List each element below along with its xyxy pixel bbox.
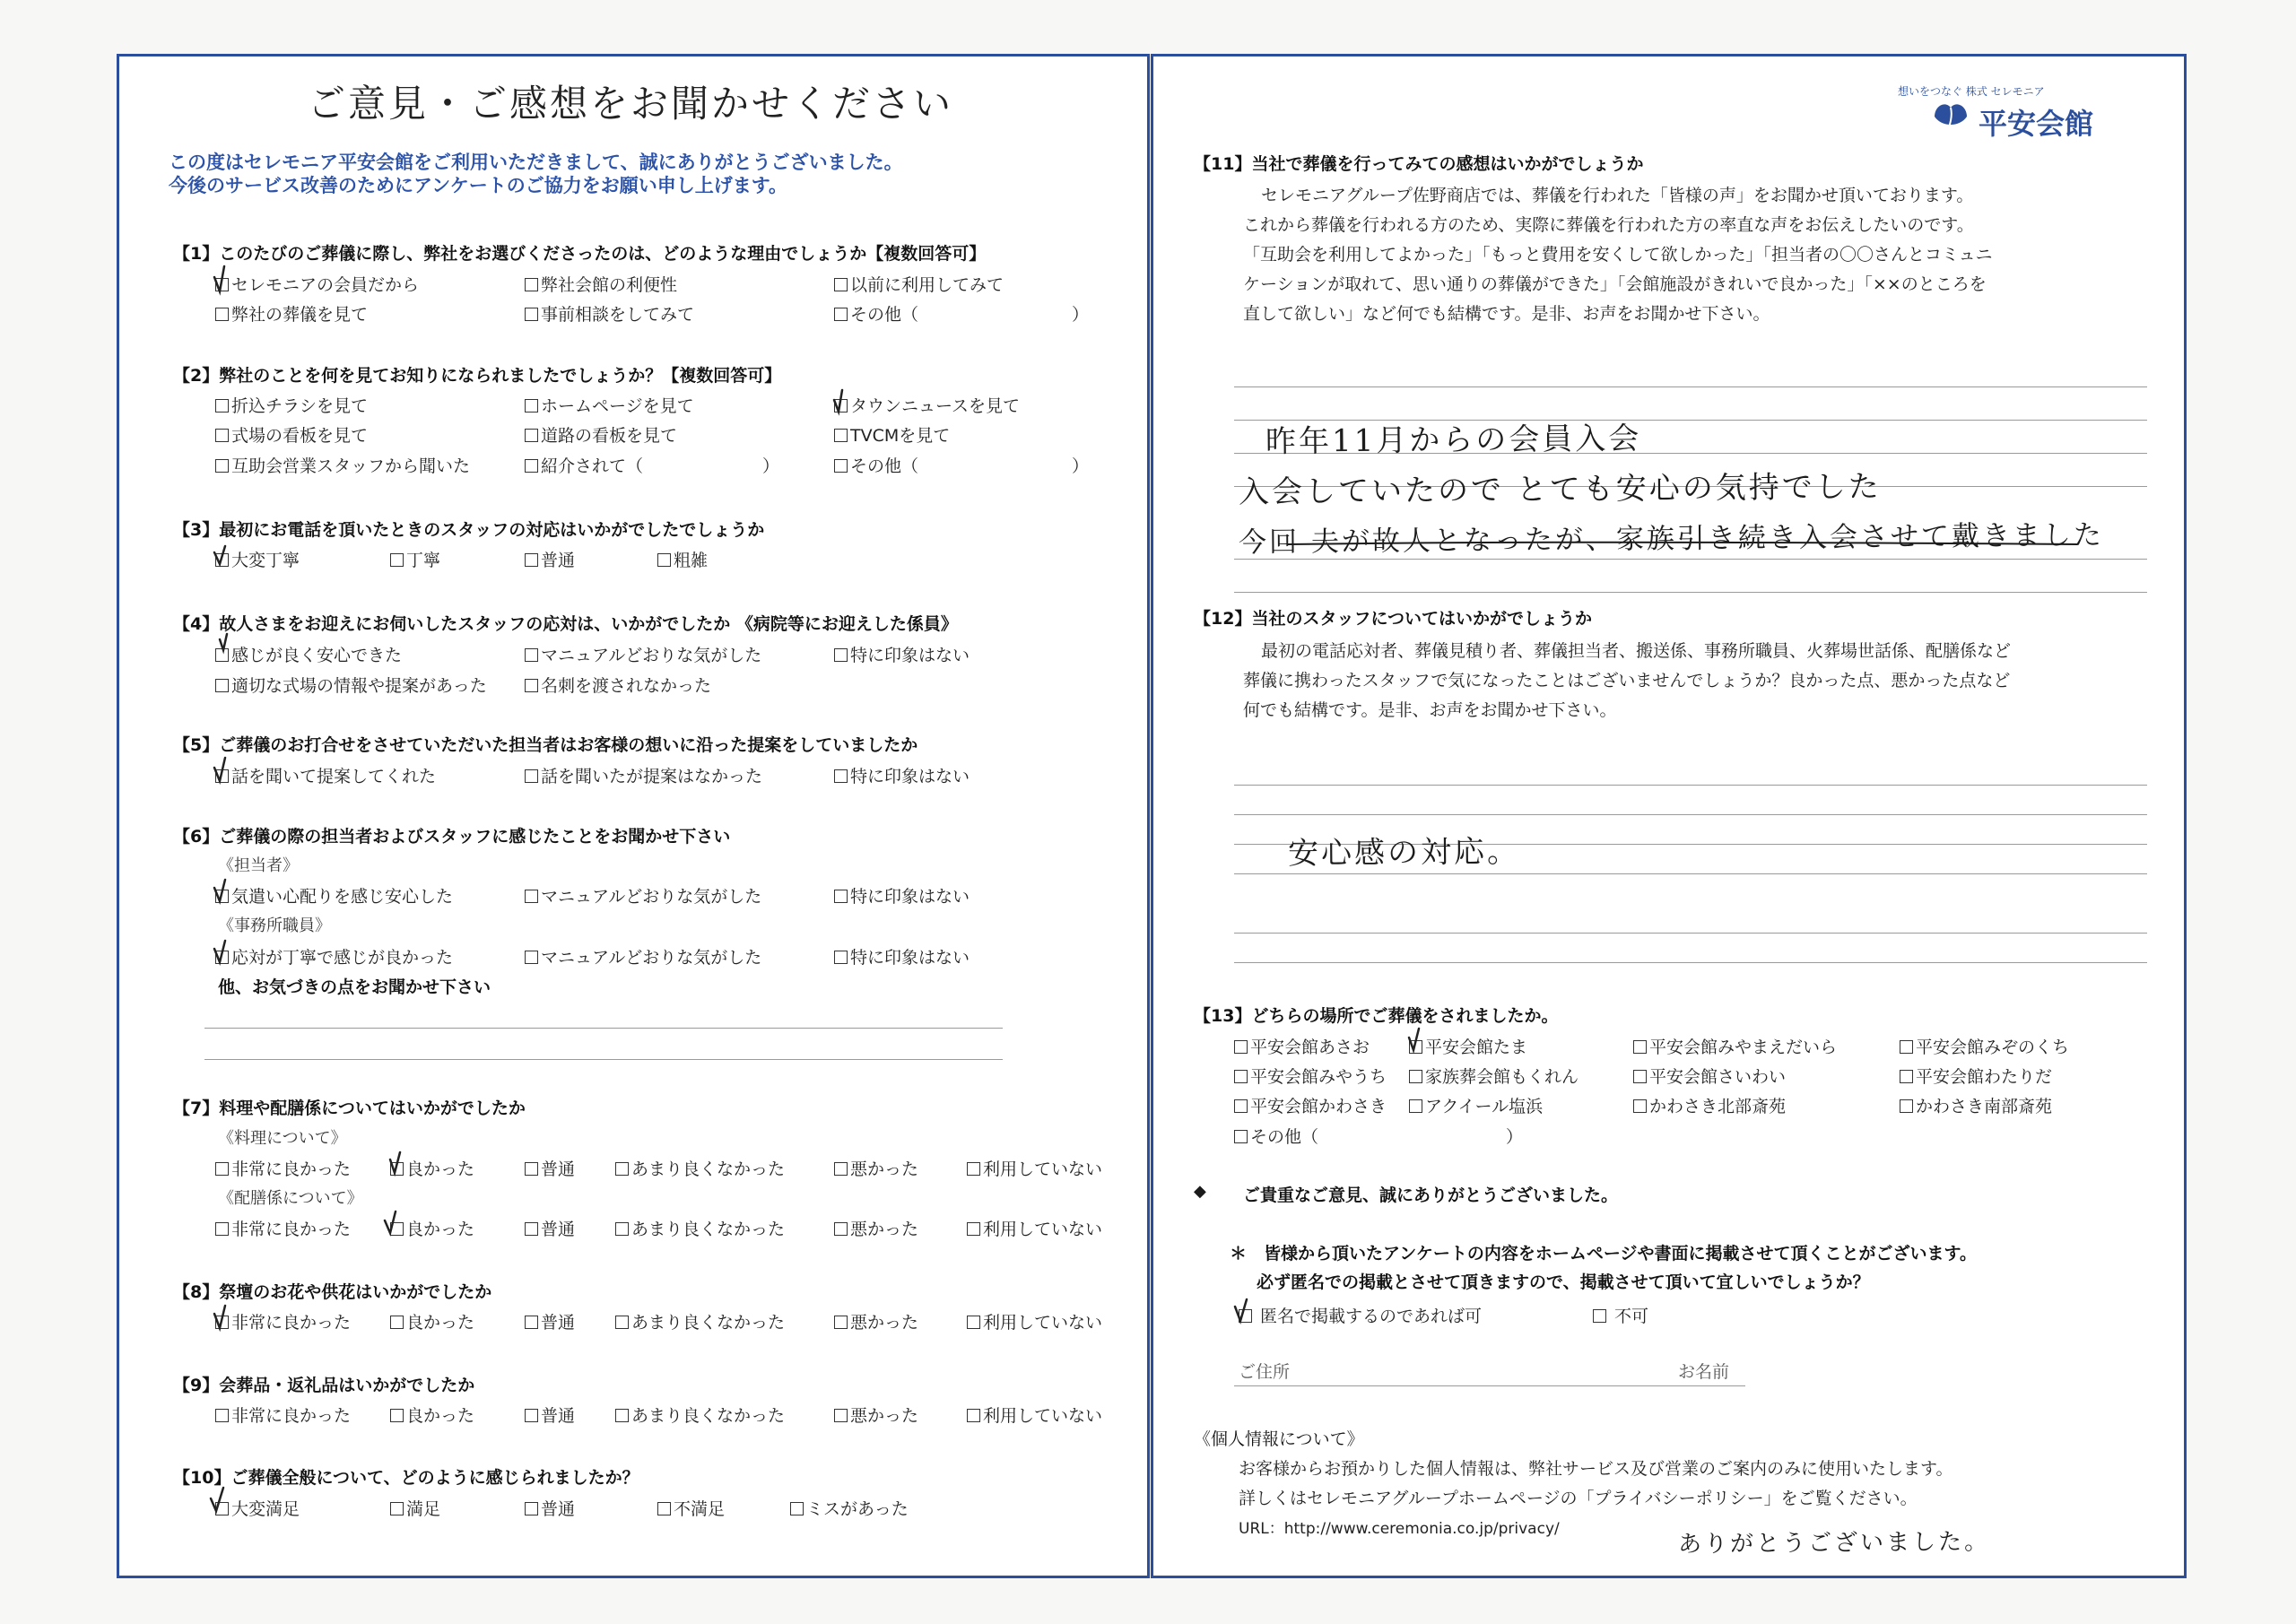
privacy-text-2: 詳しくはセレモニアグループホームページの「プライバシーポリシー」をご覧ください。 [1239, 1489, 1918, 1508]
q9-good[interactable]: 良かった [390, 1403, 474, 1427]
q8-normal[interactable]: 普通 [525, 1309, 575, 1333]
q9-bad[interactable]: 悪かった [834, 1403, 918, 1427]
q7-food-not-good[interactable]: あまり良くなかった [615, 1156, 785, 1180]
q6-option-caring[interactable]: 気遣い心配りを感じ安心した [215, 883, 453, 908]
q6-option-no-impression-office[interactable]: 特に印象はない [834, 944, 970, 968]
check-q7-food [390, 1152, 400, 1173]
q7-food-very-good[interactable]: 非常に良かった [215, 1156, 351, 1180]
q1-option-convenience[interactable]: 弊社会館の利便性 [525, 272, 677, 296]
privacy-title: 《個人情報について》 [1194, 1429, 1364, 1449]
q11-desc-1: セレモニアグループ佐野商店では、葬儀を行われた「皆様の声」をお聞かせ頂いております。 [1261, 186, 1974, 205]
q13-kawasaki[interactable]: 平安会館かわさき [1234, 1093, 1387, 1117]
q11-desc-2: これから葬儀を行われる方のため、実際に葬儀を行われた方の率直な声をお伝えしたいのです。 [1243, 215, 1974, 235]
q13-kawasaki-nanbu[interactable]: かわさき南部斎苑 [1900, 1093, 2052, 1117]
q10-unsatisfied[interactable]: 不満足 [657, 1496, 725, 1520]
intro-line-1: この度はセレモニア平安会館をご利用いただきまして、誠にありがとうございました。 [169, 152, 903, 173]
check-q7-waiter [385, 1211, 396, 1233]
q8-not-good[interactable]: あまり良くなかった [615, 1309, 785, 1333]
q7-waiter-normal[interactable]: 普通 [525, 1216, 575, 1240]
q2-option-venue-sign[interactable]: 式場の看板を見て [215, 422, 368, 447]
strike-through-line [1288, 543, 2077, 544]
check-q2 [834, 390, 842, 412]
check-q5 [214, 758, 225, 781]
q3-option-normal[interactable]: 普通 [525, 547, 575, 571]
q4-option-reassuring[interactable]: 感じが良く安心できた [215, 642, 402, 666]
q6-option-manual[interactable]: マニュアルどおりな気がした [525, 883, 761, 908]
anonymous-ok-checkbox[interactable]: 匿名で掲載するのであれば可 [1239, 1303, 1482, 1327]
q13-saiwai[interactable]: 平安会館さいわい [1633, 1064, 1786, 1088]
q7-food-normal[interactable]: 普通 [525, 1156, 575, 1180]
q13-mokuren[interactable]: 家族葬会館もくれん [1409, 1064, 1578, 1088]
q2-option-tvcm[interactable]: TVCMを見て [834, 422, 950, 447]
q4-option-venue-info[interactable]: 適切な式場の情報や提案があった [215, 673, 487, 697]
check-q4 [220, 634, 227, 650]
question-11: 【11】当社で葬儀を行ってみての感想はいかがでしょうか [1194, 154, 1644, 174]
q13-tama[interactable]: 平安会館たま [1409, 1034, 1527, 1058]
diamond-bullet-icon: ◆ [1194, 1182, 1206, 1201]
privacy-url-link[interactable]: URL：http://www.ceremonia.co.jp/privacy/ [1239, 1520, 1560, 1538]
q6-option-polite-office[interactable]: 応対が丁寧で感じが良かった [215, 944, 453, 968]
q8-bad[interactable]: 悪かった [834, 1309, 918, 1333]
q3-option-polite[interactable]: 丁寧 [390, 547, 440, 571]
q3-option-rough[interactable]: 粗雑 [657, 547, 708, 571]
question-6: 【6】ご葬儀の際の担当者およびスタッフに感じたことをお聞かせ下さい [173, 827, 731, 847]
question-7: 【7】料理や配膳係についてはいかがでしたか [173, 1099, 526, 1118]
anonymous-ng-checkbox[interactable]: 不可 [1593, 1303, 1648, 1327]
q13-miyauchi[interactable]: 平安会館みやうち [1234, 1064, 1387, 1088]
q8-good[interactable]: 良かった [390, 1309, 474, 1333]
q7-waiter-bad[interactable]: 悪かった [834, 1216, 918, 1240]
q2-option-homepage[interactable]: ホームページを見て [525, 393, 694, 417]
q7-food-bad[interactable]: 悪かった [834, 1156, 918, 1180]
q6-other-comments-label: 他、お気づきの点をお聞かせ下さい [218, 977, 491, 997]
q2-option-other[interactable]: その他（ ） [834, 453, 1089, 477]
q4-option-no-card[interactable]: 名刺を渡されなかった [525, 673, 711, 697]
q13-mizonokuchi[interactable]: 平安会館みぞのくち [1900, 1034, 2069, 1058]
q1-option-member[interactable]: セレモニアの会員だから [215, 272, 419, 296]
q1-option-used-before[interactable]: 以前に利用してみて [834, 272, 1004, 296]
page-title: ご意見・ご感想をお聞かせください [308, 82, 954, 126]
check-q6-office [214, 941, 225, 962]
q13-acueil-shiohama[interactable]: アクイール塩浜 [1409, 1093, 1543, 1117]
q13-other[interactable]: その他（ ） [1234, 1124, 1523, 1148]
q9-not-used[interactable]: 利用していない [967, 1403, 1102, 1427]
q7-label-waiter: 《配膳係について》 [218, 1189, 363, 1208]
publish-notice-2: 必ず匿名での掲載とさせて頂きますので、掲載させて頂いて宜しいでしょうか？ [1257, 1272, 1870, 1292]
q7-food-not-used[interactable]: 利用していない [967, 1156, 1102, 1180]
q7-waiter-good[interactable]: 良かった [390, 1216, 474, 1240]
q2-option-road-sign[interactable]: 道路の看板を見て [525, 422, 677, 447]
logo-tagline: 想いをつなぐ 株式 セレモニア [1898, 85, 2045, 98]
check-q10 [211, 1488, 223, 1511]
q10-very-satisfied[interactable]: 大変満足 [215, 1496, 300, 1520]
q5-option-proposed[interactable]: 話を聞いて提案してくれた [215, 763, 436, 787]
q12-desc-1: 最初の電話応対者、葬儀見積り者、葬儀担当者、搬送係、事務所職員、火葬場世話係、配膳係など [1261, 641, 2012, 661]
q12-desc-3: 何でも結構です。是非、お声をお聞かせ下さい。 [1243, 700, 1617, 720]
q11-desc-5: 直して欲しい」など何でも結構です。是非、お声をお聞かせ下さい。 [1243, 304, 1770, 324]
q4-option-no-impression[interactable]: 特に印象はない [834, 642, 970, 666]
address-label: ご住所 [1239, 1362, 1291, 1382]
check-q6-staff [214, 880, 225, 901]
q2-option-referral[interactable]: 紹介されて（ ） [525, 453, 779, 477]
q5-option-no-impression[interactable]: 特に印象はない [834, 763, 970, 787]
check-marks-right [1153, 56, 2184, 1572]
q2-option-flyer[interactable]: 折込チラシを見て [215, 393, 368, 417]
question-9: 【9】会葬品・返礼品はいかがでしたか [173, 1376, 475, 1395]
q13-kawasaki-hokubu[interactable]: かわさき北部斎苑 [1633, 1093, 1786, 1117]
q7-waiter-not-good[interactable]: あまり良くなかった [615, 1216, 785, 1240]
question-4: 【4】故人さまをお迎えにお伺いしたスタッフの応対は、いかがでしたか 《病院等にお迎えした係員》 [173, 614, 958, 634]
q10-mistake[interactable]: ミスがあった [790, 1496, 909, 1520]
q7-waiter-not-used[interactable]: 利用していない [967, 1216, 1102, 1240]
q11-desc-4: ケーションが取れて、思い通りの葬儀ができた」「会館施設がきれいで良かった」「××のところを [1243, 274, 1987, 294]
check-q3 [214, 546, 225, 564]
question-3: 【3】最初にお電話を頂いたときのスタッフの対応はいかがでしたでしょうか [173, 520, 765, 540]
q5-option-no-proposal[interactable]: 話を聞いたが提案はなかった [525, 763, 762, 787]
survey-right-page [1151, 54, 2187, 1578]
logo-name: 平安会館 [1979, 107, 2094, 141]
check-anonymous-ok [1235, 1299, 1247, 1321]
q9-normal[interactable]: 普通 [525, 1403, 575, 1427]
q6-label-office: 《事務所職員》 [218, 916, 331, 935]
name-label: お名前 [1678, 1362, 1730, 1382]
q1-option-consultation[interactable]: 事前相談をしてみて [525, 301, 694, 326]
q13-asao[interactable]: 平安会館あさお [1234, 1034, 1370, 1058]
question-2: 【2】弊社のことを何を見てお知りになられましたでしょうか？【複数回答可】 [173, 366, 782, 386]
q10-normal[interactable]: 普通 [525, 1496, 575, 1520]
q3-option-very-polite[interactable]: 大変丁寧 [215, 547, 300, 571]
check-q8 [214, 1306, 225, 1328]
q13-miyamaedaira[interactable]: 平安会館みやまえだいら [1633, 1034, 1837, 1058]
q2-option-sales-staff[interactable]: 互助会営業スタッフから聞いた [215, 453, 470, 477]
q7-label-food: 《料理について》 [218, 1129, 347, 1148]
q6-option-no-impression[interactable]: 特に印象はない [834, 883, 970, 908]
q2-option-town-news[interactable]: タウンニュースを見て [834, 393, 1020, 417]
q12-desc-2: 葬儀に携わったスタッフで気になったことはございませんでしょうか？良かった点、悪かった点など [1243, 671, 2011, 690]
q12-handwritten-answer: 安心感の対応。 [1287, 833, 1521, 873]
question-8: 【8】祭壇のお花や供花はいかがでしたか [173, 1282, 492, 1302]
question-12: 【12】当社のスタッフについてはいかがでしょうか [1194, 609, 1593, 629]
q7-waiter-very-good[interactable]: 非常に良かった [215, 1216, 351, 1240]
survey-left-page [117, 54, 1150, 1578]
check-marks-left [119, 56, 1147, 1572]
q11-desc-3: 「互助会を利用してよかった」「もっと費用を安くして欲しかった」「担当者の〇〇さんとコミュニ [1243, 245, 1993, 265]
q8-not-used[interactable]: 利用していない [967, 1309, 1102, 1333]
publish-notice-1: ＊ 皆様から頂いたアンケートの内容をホームページや書面に掲載させて頂くことがございます。 [1230, 1244, 1977, 1264]
q11-handwritten-answer-2: 入会していたので とても安心の気持でした [1238, 468, 1883, 511]
q11-handwritten-answer-3: 今回 夫が故人となったが、家族引き続き入会させて戴きました [1238, 518, 2105, 560]
privacy-text-1: お客様からお預かりした個人情報は、弊社サービス及び営業のご案内のみに使用いたします。 [1239, 1459, 1953, 1479]
q8-very-good[interactable]: 非常に良かった [215, 1309, 351, 1333]
question-13: 【13】どちらの場所でご葬儀をされましたか。 [1194, 1006, 1559, 1026]
thanks-text: ご貴重なご意見、誠にありがとうございました。 [1243, 1185, 1619, 1205]
check-q13-tama [1409, 1029, 1419, 1050]
intro-line-2: 今後のサービス改善のためにアンケートのご協力をお願い申し上げます。 [169, 175, 788, 196]
check-q1 [214, 266, 224, 291]
question-5: 【5】ご葬儀のお打合せをさせていただいた担当者はお客様の想いに沿った提案をしていましたか [173, 735, 918, 755]
q1-option-saw-funeral[interactable]: 弊社の葬儀を見て [215, 301, 368, 326]
q6-option-manual-office[interactable]: マニュアルどおりな気がした [525, 944, 761, 968]
question-10: 【10】ご葬儀全般について、どのように感じられましたか？ [173, 1468, 639, 1488]
q4-option-manual[interactable]: マニュアルどおりな気がした [525, 642, 761, 666]
q6-label-staff: 《担当者》 [218, 856, 299, 875]
q13-watarida[interactable]: 平安会館わたりだ [1900, 1064, 2052, 1088]
question-1: 【1】このたびのご葬儀に際し、弊社をお選びくださったのは、どのような理由でしょうか【複数回答可】 [173, 244, 987, 264]
q10-satisfied[interactable]: 満足 [390, 1496, 440, 1520]
q11-handwritten-answer-1: 昨年11月からの会員入会 [1265, 421, 1642, 460]
q7-food-good[interactable]: 良かった [390, 1156, 474, 1180]
handwritten-signoff: ありがとうございました。 [1677, 1528, 1991, 1559]
q9-very-good[interactable]: 非常に良かった [215, 1403, 351, 1427]
q1-option-other[interactable]: その他（ ） [834, 301, 1089, 326]
q9-not-good[interactable]: あまり良くなかった [615, 1403, 785, 1427]
